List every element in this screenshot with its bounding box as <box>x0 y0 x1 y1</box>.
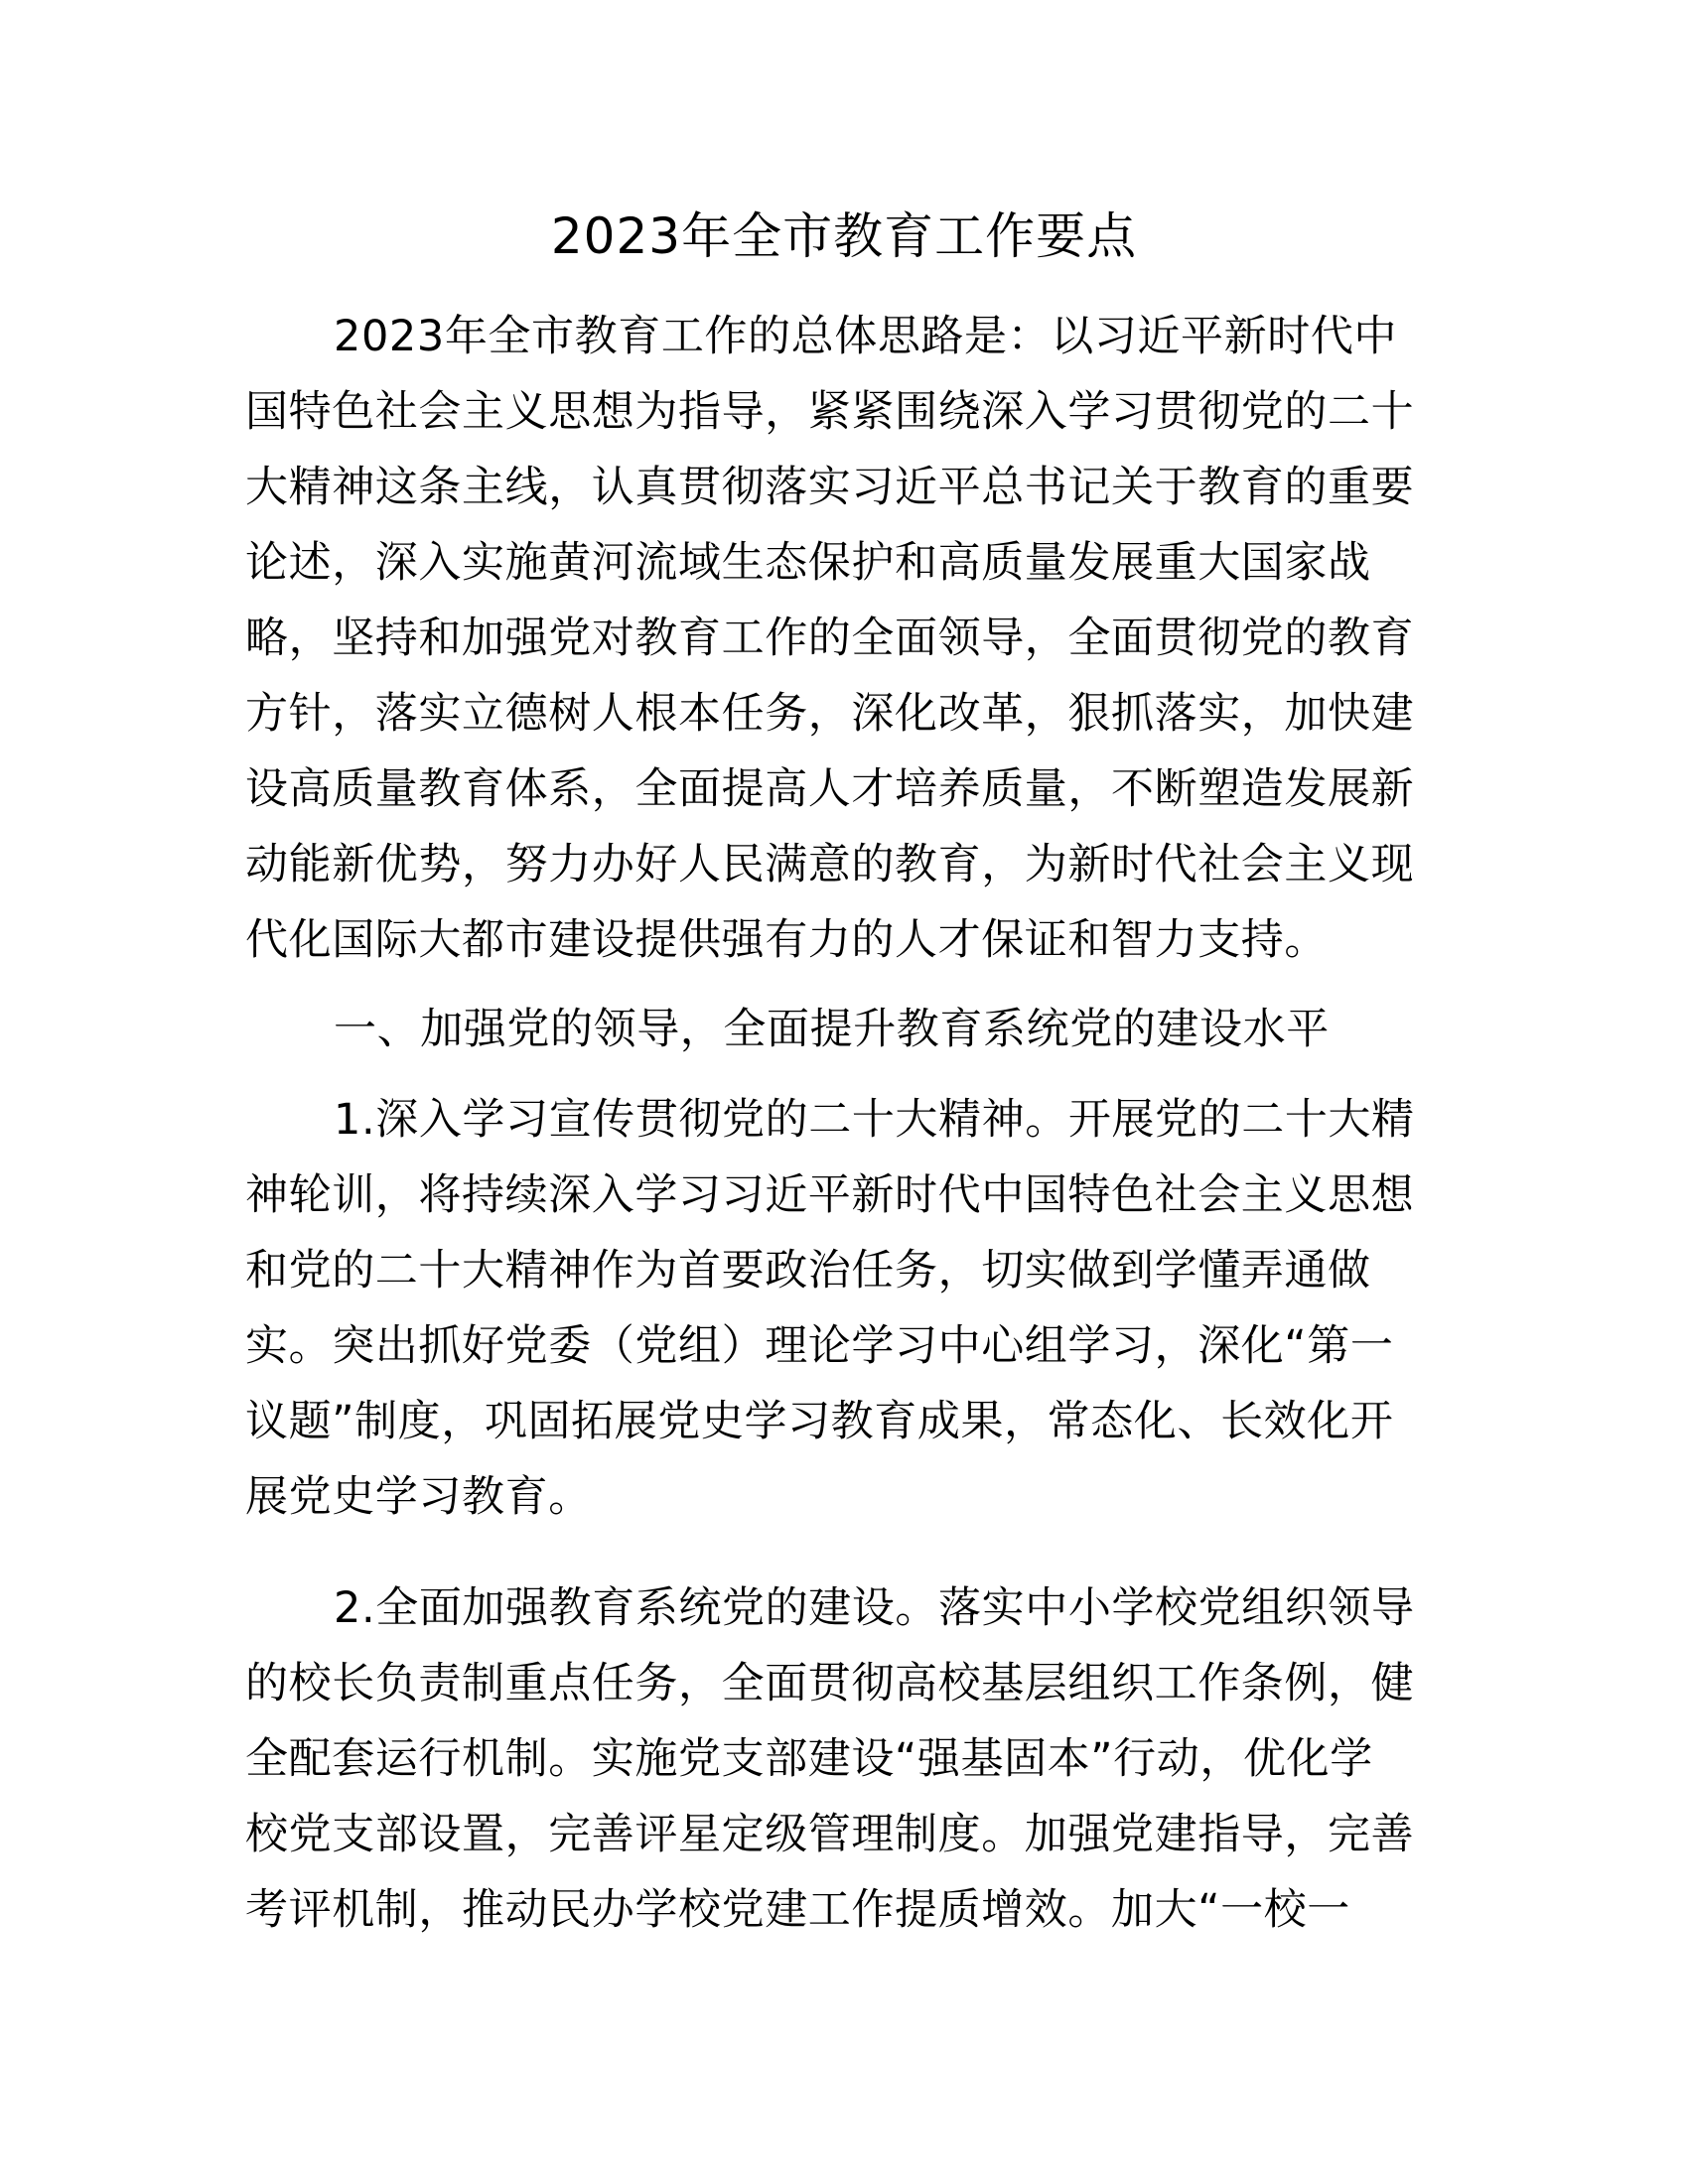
text-line: 实。突出抓好党委（党组）理论学习中心组学习，深化“第一 <box>245 1321 1394 1371</box>
text-line: 校党支部设置，完善评星定级管理制度。加强党建指导，完善 <box>245 1810 1415 1859</box>
text-line: 1.深入学习宣传贯彻党的二十大精神。开展党的二十大精 <box>334 1095 1415 1145</box>
text-line: 2023年全市教育工作的总体思路是：以习近平新时代中 <box>334 312 1398 361</box>
text-line: 设高质量教育体系，全面提高人才培养质量，不断塑造发展新 <box>245 764 1415 814</box>
text-line: 国特色社会主义思想为指导，紧紧围绕深入学习贯彻党的二十 <box>245 387 1415 437</box>
text-line: 大精神这条主线，认真贯彻落实习近平总书记关于教育的重要 <box>245 463 1415 512</box>
text-line: 动能新优势，努力办好人民满意的教育，为新时代社会主义现 <box>245 840 1415 889</box>
text-line: 论述，深入实施黄河流域生态保护和高质量发展重大国家战 <box>245 538 1371 588</box>
text-line: 的校长负责制重点任务，全面贯彻高校基层组织工作条例，健 <box>245 1659 1415 1708</box>
section-heading-text: 一、加强党的领导，全面提升教育系统党的建设水平 <box>334 1005 1330 1054</box>
text-line: 和党的二十大精神作为首要政治任务，切实做到学懂弄通做 <box>245 1246 1371 1296</box>
text-line: 展党史学习教育。 <box>245 1472 592 1522</box>
text-line: 议题”制度，巩固拓展党史学习教育成果，常态化、长效化开 <box>245 1397 1394 1446</box>
text-line: 方针，落实立德树人根本任务，深化改革，狠抓落实，加快建 <box>245 689 1415 739</box>
text-line: 考评机制，推动民办学校党建工作提质增效。加大“一校一 <box>245 1885 1350 1935</box>
text-line: 略，坚持和加强党对教育工作的全面领导，全面贯彻党的教育 <box>245 614 1415 663</box>
text-line: 2.全面加强教育系统党的建设。落实中小学校党组织领导 <box>334 1583 1415 1633</box>
text-line: 代化国际大都市建设提供强有力的人才保证和智力支持。 <box>245 915 1328 965</box>
text-line: 全配套运行机制。实施党支部建设“强基固本”行动，优化学 <box>245 1734 1373 1784</box>
document-title: 2023年全市教育工作要点 <box>550 207 1138 265</box>
text-line: 神轮训，将持续深入学习习近平新时代中国特色社会主义思想 <box>245 1170 1415 1220</box>
